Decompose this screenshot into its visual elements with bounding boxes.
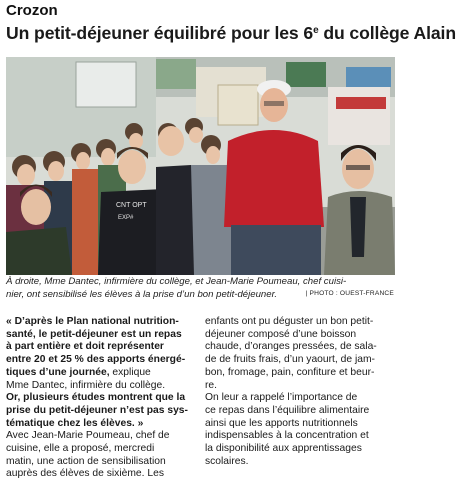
article-right-line: enfants ont pu déguster un bon petit-	[205, 316, 374, 327]
bold-text: « D’après le Plan national nutrition-	[6, 316, 179, 327]
headline-superscript: e	[313, 25, 319, 36]
article-right-line: re.	[205, 379, 218, 391]
headline	[6, 23, 456, 44]
photo-caption	[6, 276, 396, 301]
article-right-line: de de fruits frais, d’un yaourt, de jam-	[205, 354, 375, 366]
article-left-line	[6, 367, 196, 380]
shirt-print-2: EXP#	[118, 215, 134, 221]
article-right-line: ainsi que les apports nutritionnels	[205, 417, 358, 429]
article-right-line: la disponibilité aux apprentissages	[205, 443, 362, 455]
article-left-line	[6, 329, 196, 342]
article-left-line	[6, 418, 196, 431]
caption-line-1: À droite, Mme Dantec, infirmière du collège, et Jean-Marie Poumeau, chef cuisi-	[6, 276, 347, 287]
article-left-line	[6, 468, 196, 481]
article-column-left	[6, 316, 196, 481]
shirt-print-1: CNT OPT	[116, 202, 147, 209]
article-left-line	[6, 354, 196, 367]
article-left-line	[6, 380, 196, 393]
body-text: Mme Dantec, infirmière du collège.	[6, 379, 166, 391]
article-right-line: On leur a rappelé l’importance de	[205, 392, 358, 404]
caption-line-2: nier, ont sensibilisé les élèves à la prise d’un bon petit-déjeuner.	[6, 288, 278, 300]
headline-part2: du collège Alain	[318, 23, 456, 43]
article-left-line	[6, 316, 196, 329]
body-text: auprès des élèves de sixième. Les	[6, 468, 164, 480]
bold-text: tématique chez les élèves. »	[6, 417, 144, 429]
kicker-location: Crozon	[6, 2, 58, 19]
body-text: matin, une action de sensibilisation	[6, 455, 166, 467]
article-column-right	[205, 316, 395, 468]
bold-text: à part entière et doit représenter	[6, 341, 164, 353]
article-right-line: indispensables à la concentration et	[205, 430, 369, 442]
bold-text: Or, plusieurs études montrent que la	[6, 392, 186, 404]
article-left-line	[6, 392, 196, 405]
bold-text: prise du petit-déjeuner n’est pas sys-	[6, 404, 188, 416]
article-left-line	[6, 443, 196, 456]
bold-text: santé, le petit-déjeuner est un repas	[6, 328, 182, 340]
article-right-line: déjeuner composé d’une boisson	[205, 328, 357, 340]
article-left-line	[6, 456, 196, 469]
article-right-line: bon, fromage, pain, confiture et beur-	[205, 366, 375, 378]
body-text: explique	[109, 366, 151, 378]
headline-part1: Un petit-déjeuner équilibré pour les 6	[6, 23, 314, 43]
photo-illustration	[6, 57, 395, 275]
bold-text: tiques d’une journée,	[6, 366, 110, 378]
article-right-line: ce repas dans l’équilibre alimentaire	[205, 404, 370, 416]
article-left-line	[6, 430, 196, 443]
body-text: Avec Jean-Marie Poumeau, chef de	[6, 430, 170, 442]
article-left-line	[6, 405, 196, 418]
article-photo	[6, 57, 395, 275]
article-left-line	[6, 341, 196, 354]
credit-text: PHOTO : OUEST-FRANCE	[309, 290, 394, 297]
bold-text: entre 20 et 25 % des apports énergé-	[6, 354, 186, 366]
body-text: cuisine, elle a proposé, mercredi	[6, 443, 155, 455]
article-right-line: scolaires.	[205, 455, 249, 467]
article-right-line: chaude, d’oranges pressées, de sala-	[205, 341, 377, 353]
photo-credit	[306, 290, 394, 297]
credit-marker: |	[305, 290, 310, 297]
